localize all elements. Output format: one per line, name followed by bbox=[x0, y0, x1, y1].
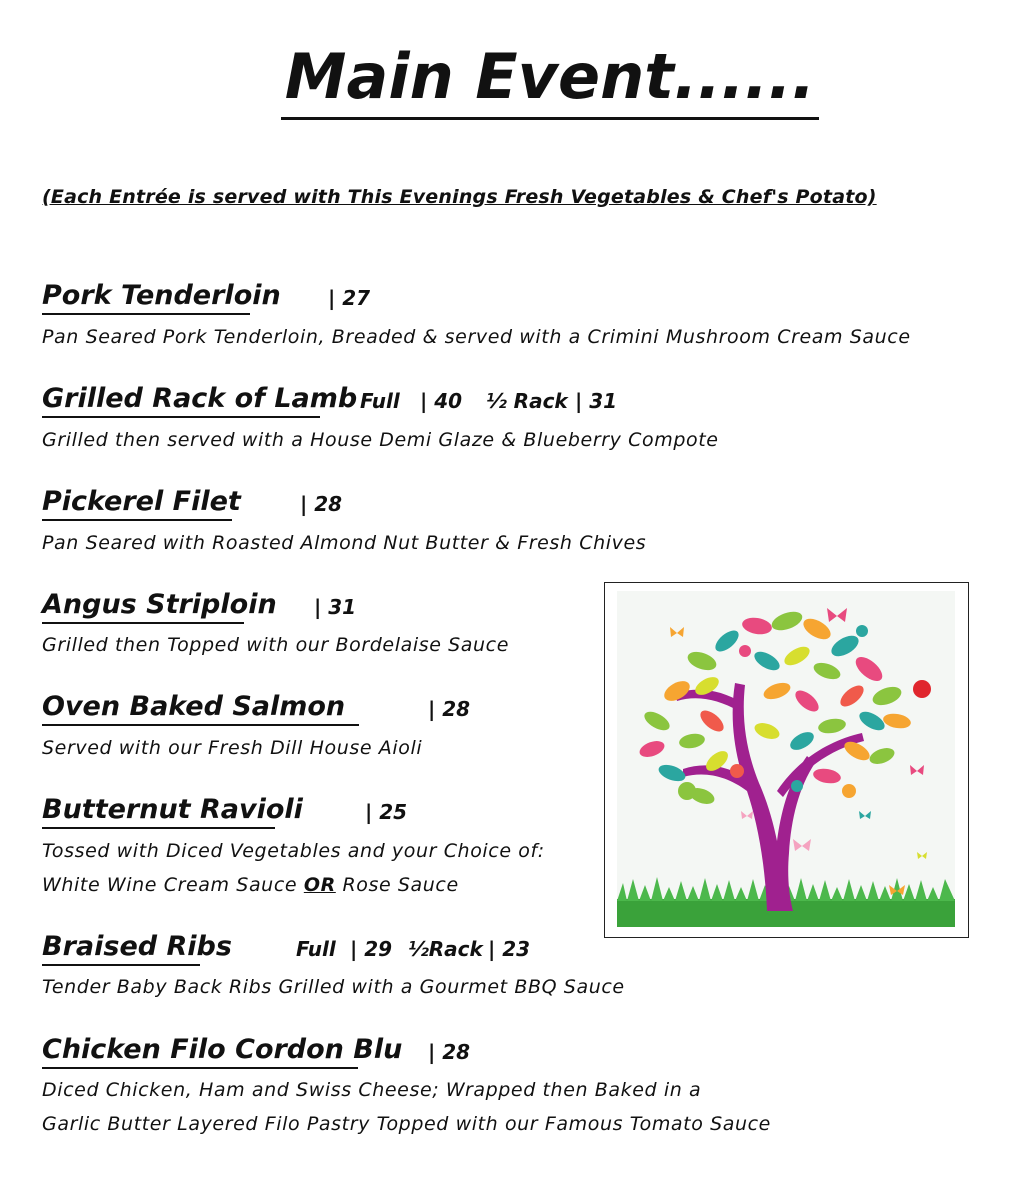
item-description: Pan Seared with Roasted Almond Nut Butter & Fresh Chives bbox=[42, 532, 647, 554]
page-title: Main Event...... bbox=[0, 40, 1033, 113]
item-description-line1: Diced Chicken, Ham and Swiss Cheese; Wrapped then Baked in a bbox=[42, 1079, 702, 1101]
item-description: Grilled then served with a House Demi Glaze & Blueberry Compote bbox=[42, 429, 719, 451]
price-half-label: ½Rack bbox=[408, 937, 483, 961]
item-price: | 27 bbox=[328, 286, 371, 310]
price-half-label: ½ Rack bbox=[486, 389, 568, 413]
item-description-line2: White Wine Cream Sauce OR Rose Sauce bbox=[42, 874, 459, 896]
item-name-butternut-ravioli: Butternut Ravioli bbox=[42, 794, 275, 829]
item-description: Pan Seared Pork Tenderloin, Breaded & served with a Crimini Mushroom Cream Sauce bbox=[42, 326, 911, 348]
item-name-braised-ribs: Braised Ribs bbox=[42, 931, 200, 966]
item-price: | 25 bbox=[365, 800, 408, 824]
item-description-line1: Tossed with Diced Vegetables and your Choice of: bbox=[42, 840, 545, 862]
item-name-angus-striploin: Angus Striploin bbox=[42, 589, 244, 624]
item-name-grilled-rack-of-lamb: Grilled Rack of Lamb bbox=[42, 383, 320, 418]
item-name-pickerel-filet: Pickerel Filet bbox=[42, 486, 232, 521]
item-name-chicken-filo-cordon-blu: Chicken Filo Cordon Blu bbox=[42, 1034, 358, 1069]
tree-illustration-frame bbox=[604, 582, 969, 938]
item-description: Served with our Fresh Dill House Aioli bbox=[42, 737, 423, 759]
price-full: | 29 bbox=[350, 937, 393, 961]
item-price: | 28 bbox=[428, 697, 471, 721]
price-half: | 31 bbox=[575, 389, 618, 413]
price-full: | 40 bbox=[420, 389, 463, 413]
entree-note: (Each Entrée is served with This Evenings Fresh Vegetables & Chef's Potato) bbox=[42, 186, 877, 208]
colorful-tree-icon bbox=[617, 591, 955, 927]
item-name-oven-baked-salmon: Oven Baked Salmon bbox=[42, 691, 359, 726]
item-price: | 28 bbox=[428, 1040, 471, 1064]
item-price: | 28 bbox=[300, 492, 343, 516]
item-description-line2: Garlic Butter Layered Filo Pastry Topped with our Famous Tomato Sauce bbox=[42, 1113, 771, 1135]
item-name-pork-tenderloin: Pork Tenderloin bbox=[42, 280, 250, 315]
price-full-label: Full bbox=[360, 389, 400, 413]
price-full-label: Full bbox=[296, 937, 336, 961]
price-half: | 23 bbox=[488, 937, 531, 961]
item-description: Tender Baby Back Ribs Grilled with a Gourmet BBQ Sauce bbox=[42, 976, 625, 998]
item-description: Grilled then Topped with our Bordelaise Sauce bbox=[42, 634, 510, 656]
item-price: | 31 bbox=[314, 595, 357, 619]
